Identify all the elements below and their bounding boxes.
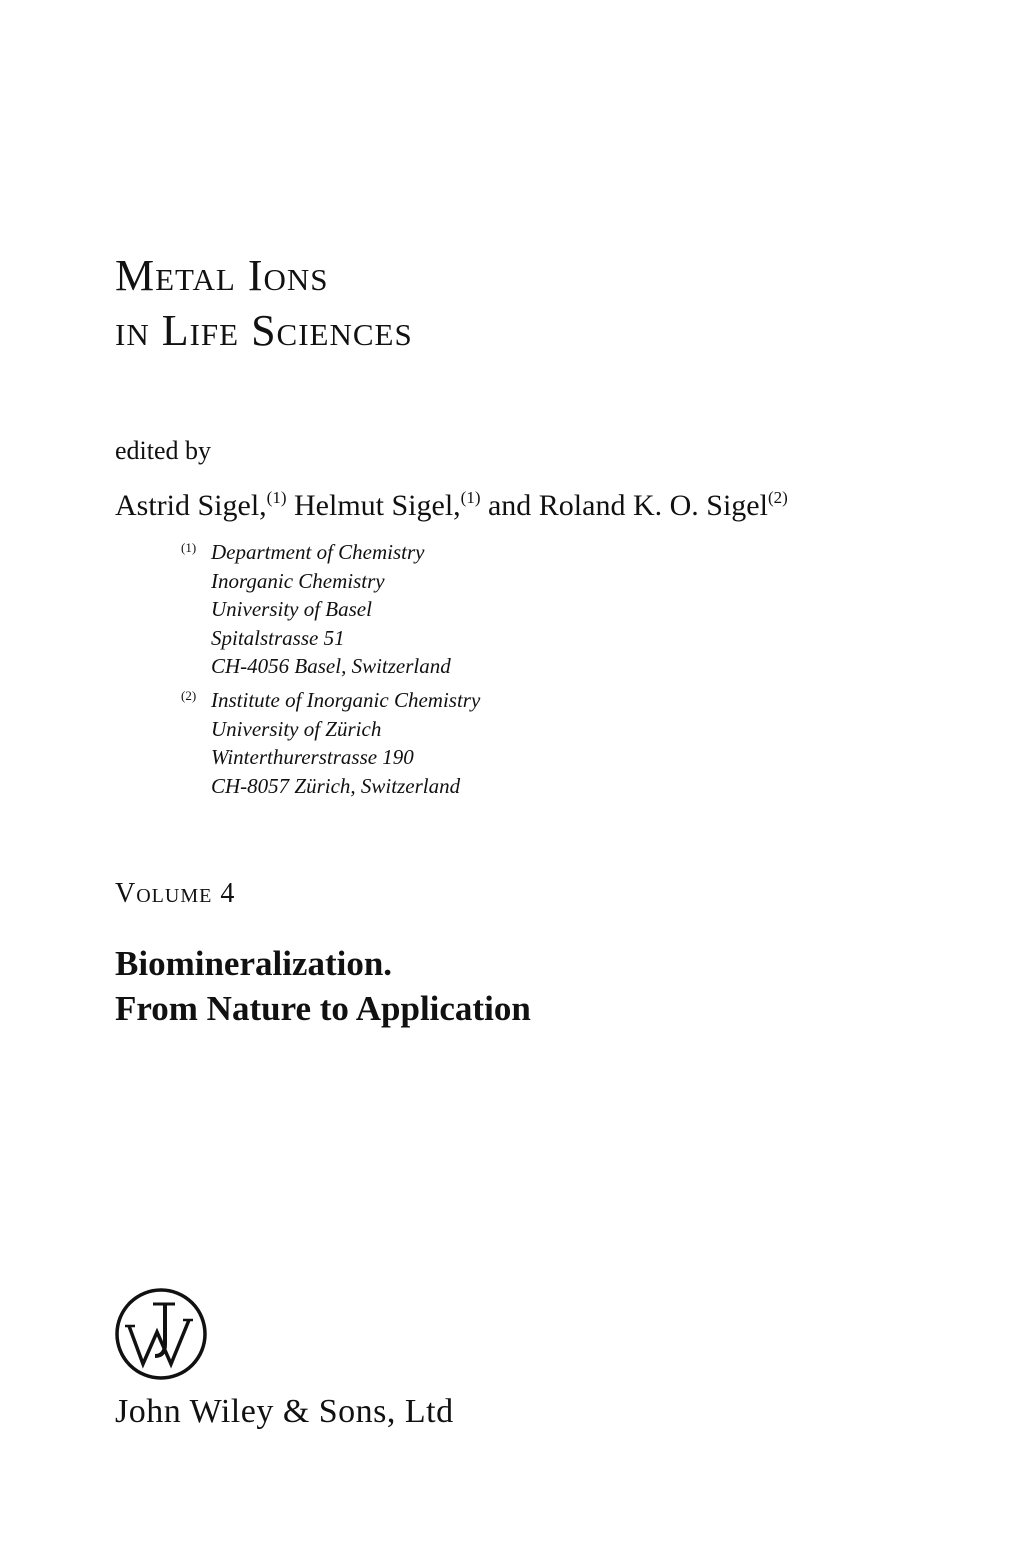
editors-line: [115, 486, 788, 526]
affiliation-line: CH-4056 Basel, Switzerland: [211, 654, 451, 678]
affiliation-marker: (2): [181, 688, 197, 703]
affiliation-line: Winterthurerstrasse 190: [211, 745, 414, 769]
affiliation-marker: (2): [767, 488, 788, 507]
series-title-line-1: Metal Ions: [115, 251, 329, 300]
affiliation-marker: (1): [266, 488, 287, 507]
editor-name: and Roland K. O. Sigel: [487, 489, 768, 522]
edited-by-label: edited by: [115, 436, 212, 465]
affiliation-line: Spitalstrasse 51: [211, 625, 345, 650]
publisher-name: John Wiley & Sons, Ltd: [115, 1393, 454, 1430]
affiliation-marker: (1): [181, 540, 197, 555]
affiliation-line: University of Zürich: [211, 716, 382, 741]
affiliation-marker: (1): [460, 488, 481, 507]
affiliation-basel: [181, 538, 451, 681]
editor-name: Helmut Sigel,: [294, 489, 461, 522]
affiliation-line: Inorganic Chemistry: [211, 568, 385, 593]
book-title-line-2: From Nature to Application: [115, 989, 531, 1028]
affiliation-zurich: [181, 686, 481, 800]
series-title: [115, 248, 413, 358]
book-title: [115, 941, 531, 1031]
affiliation-line: University of Basel: [211, 597, 372, 621]
volume-label: Volume 4: [115, 878, 236, 909]
affiliation-line: Department of Chemistry: [211, 540, 425, 564]
series-title-line-2: in Life Sciences: [115, 306, 413, 355]
book-title-line-1: Biomineralization.: [115, 944, 393, 983]
affiliation-line: CH-8057 Zürich, Switzerland: [211, 773, 461, 798]
affiliation-line: Institute of Inorganic Chemistry: [211, 688, 481, 712]
editor-name: Astrid Sigel,: [115, 489, 267, 522]
wiley-logo-icon: [113, 1286, 209, 1382]
